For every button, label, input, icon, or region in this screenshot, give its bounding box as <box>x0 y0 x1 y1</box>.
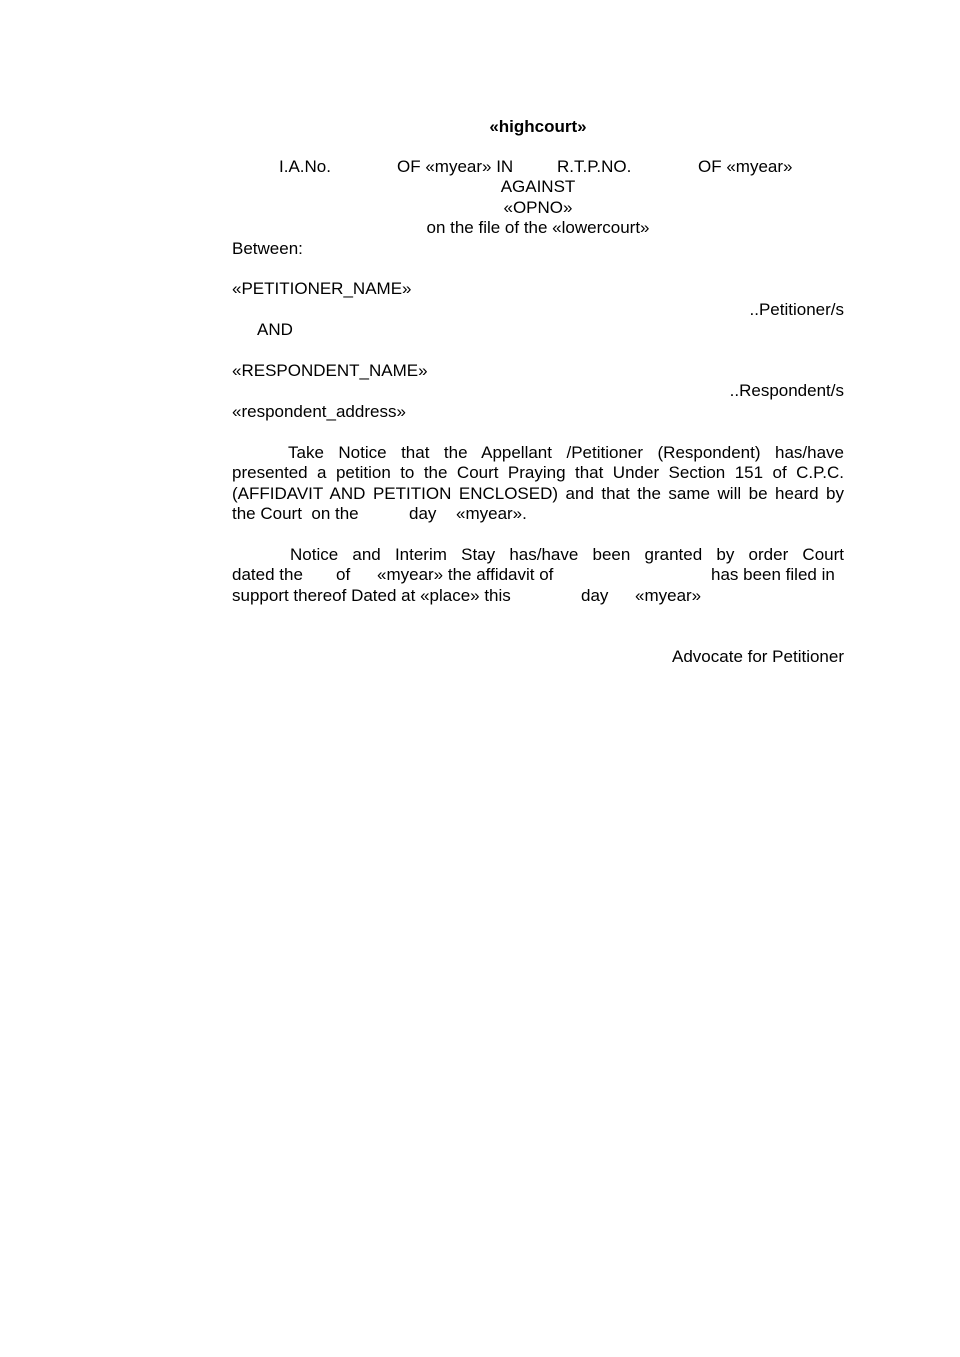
lower-court-line: on the file of the «lowercourt» <box>426 218 650 237</box>
notice-paragraph-line-1: Take Notice that the Appellant /Petitioner (Respondent) has/have <box>288 443 844 462</box>
petitioner-role: ..Petitioner/s <box>749 300 844 319</box>
against-label: AGAINST <box>500 177 576 196</box>
stay-paragraph-line-3b: day <box>581 586 609 605</box>
respondent-address: «respondent_address» <box>232 402 406 421</box>
notice-paragraph-line-2: presented a petition to the Court Praying that Under Section 151 of C.P.C. <box>232 463 844 482</box>
court-title: «highcourt» <box>489 117 587 136</box>
and-label: AND <box>257 320 293 339</box>
ia-year-in: OF «myear» IN <box>397 157 514 176</box>
stay-paragraph-line-2a: dated the <box>232 565 303 584</box>
stay-paragraph-line-2d: has been filed in <box>711 565 835 584</box>
notice-paragraph-line-4c: «myear». <box>456 504 527 523</box>
stay-paragraph-line-3a: support thereof Dated at «place» this <box>232 586 511 605</box>
ia-number-label: I.A.No. <box>279 157 331 176</box>
notice-paragraph-line-3: (AFFIDAVIT AND PETITION ENCLOSED) and that the same will be heard by <box>232 484 844 503</box>
between-label: Between: <box>232 239 303 258</box>
opno-field: «OPNO» <box>503 198 573 217</box>
stay-paragraph-line-2c: «myear» the affidavit of <box>377 565 554 584</box>
stay-paragraph-line-3c: «myear» <box>635 586 702 605</box>
stay-paragraph-line-2b: of <box>336 565 351 584</box>
notice-paragraph-line-4a: the Court on the <box>232 504 359 523</box>
rtp-year: OF «myear» <box>698 157 793 176</box>
petitioner-name: «PETITIONER_NAME» <box>232 279 412 298</box>
rtp-number-label: R.T.P.NO. <box>557 157 632 176</box>
stay-paragraph-line-1: Notice and Interim Stay has/have been granted by order Court <box>290 545 844 564</box>
advocate-signature: Advocate for Petitioner <box>672 647 844 666</box>
respondent-name: «RESPONDENT_NAME» <box>232 361 428 380</box>
respondent-role: ..Respondent/s <box>729 381 844 400</box>
notice-paragraph-line-4b: day <box>409 504 437 523</box>
